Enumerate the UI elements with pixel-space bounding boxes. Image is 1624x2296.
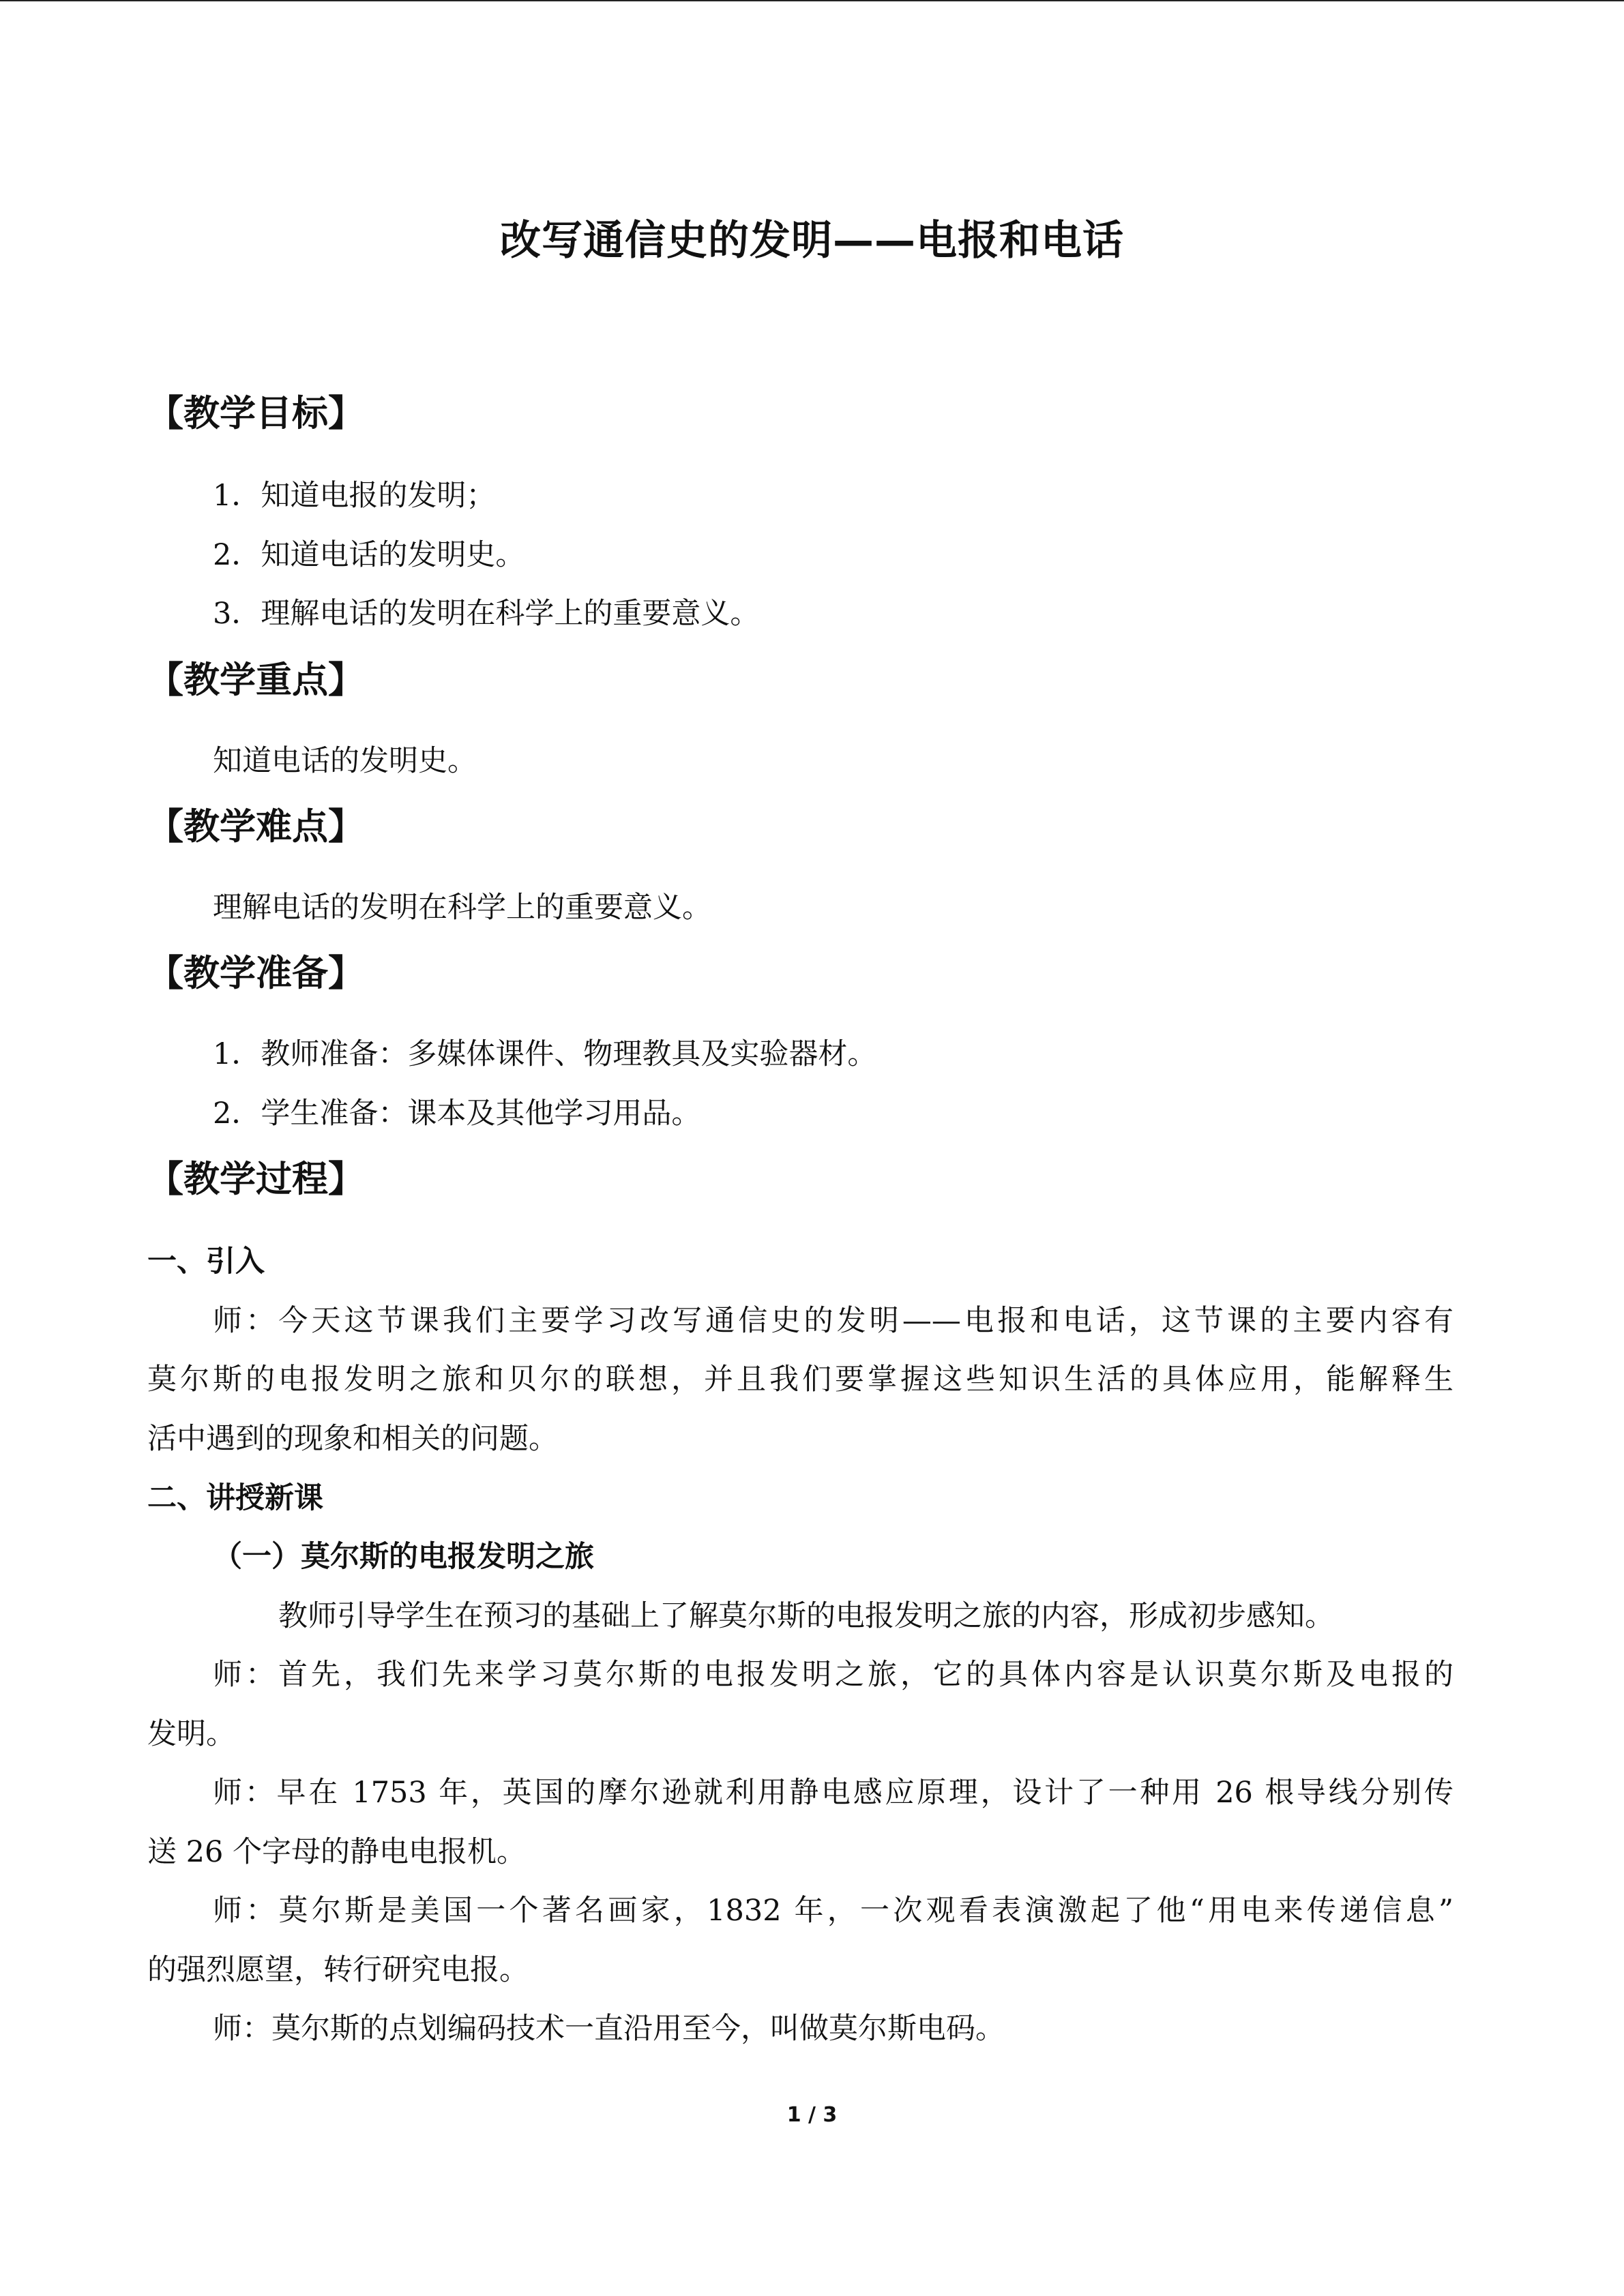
difficulties-text: 理解电话的发明在科学上的重要意义。 [213,891,711,925]
section-heading-difficulties: 【教学难点】 [147,806,364,848]
objective-item-3: 3．理解电话的发明在科学上的重要意义。 [213,597,760,631]
section-heading-key-points: 【教学重点】 [147,659,364,701]
section-heading-objectives: 【教学目标】 [147,393,364,434]
part2-paragraph-3-line-2: 送 26 个字母的静电电报机。 [147,1835,527,1869]
preparation-item-1: 1．教师准备：多媒体课件、物理教具及实验器材。 [213,1037,877,1071]
part1-line-3: 活中遇到的现象和相关的问题。 [147,1422,558,1456]
process-part1-heading: 一、引入 [147,1244,265,1279]
process-part2-heading: 二、讲授新课 [147,1481,323,1515]
part2-paragraph-1: 教师引导学生在预习的基础上了解莫尔斯的电报发明之旅的内容，形成初步感知。 [278,1599,1334,1633]
part1-line-1: 师：今天这节课我们主要学习改写通信史的发明——电报和电话，这节课的主要内容有 [213,1304,1453,1338]
part2-paragraph-5: 师：莫尔斯的点划编码技术一直沿用至今，叫做莫尔斯电码。 [213,2012,1005,2046]
part2-paragraph-3-line-1: 师：早在 1753 年，英国的摩尔逊就利用静电感应原理，设计了一种用 26 根导线分别传 [213,1776,1453,1810]
objective-item-1: 1．知道电报的发明； [213,479,496,513]
part2-paragraph-2-line-1: 师：首先，我们先来学习莫尔斯的电报发明之旅，它的具体内容是认识莫尔斯及电报的 [213,1658,1453,1692]
section-heading-process: 【教学过程】 [147,1159,364,1200]
part2-paragraph-2-line-2: 发明。 [147,1717,235,1751]
page-number: 1 / 3 [786,2103,838,2127]
page-title: 改写通信史的发明——电报和电话 [500,217,1124,265]
section-heading-preparation: 【教学准备】 [147,953,364,994]
key-points-text: 知道电话的发明史。 [213,744,477,778]
preparation-item-2: 2．学生准备：课本及其他学习用品。 [213,1097,701,1131]
objective-item-2: 2．知道电话的发明史。 [213,538,525,572]
part1-line-2: 莫尔斯的电报发明之旅和贝尔的联想，并且我们要掌握这些知识生活的具体应用，能解释生 [147,1362,1453,1397]
part2-paragraph-4-line-1: 师：莫尔斯是美国一个著名画家，1832 年，一次观看表演激起了他“用电来传递信息” [213,1894,1453,1928]
top-border-line [0,0,1624,1]
process-part2-subheading: （一）莫尔斯的电报发明之旅 [213,1540,594,1574]
part2-paragraph-4-line-2: 的强烈愿望，转行研究电报。 [147,1953,529,1987]
